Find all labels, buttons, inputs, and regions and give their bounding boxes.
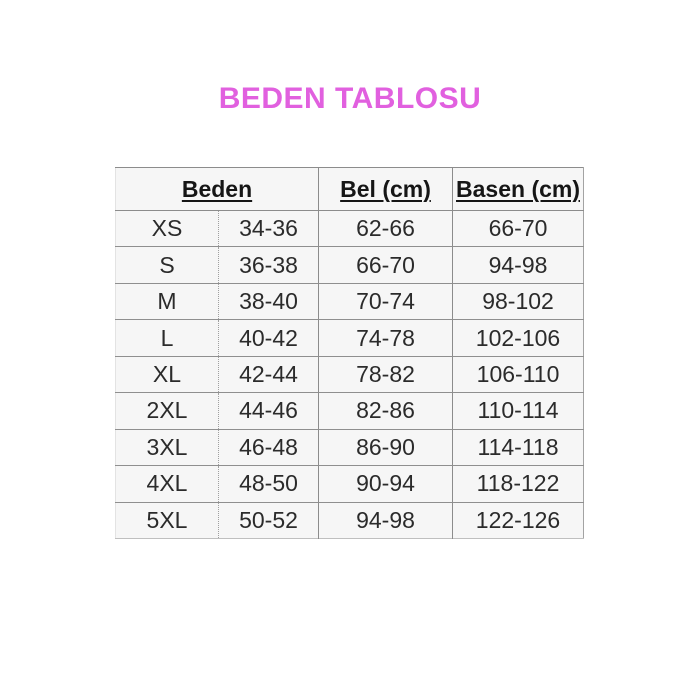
size-cell: XL — [116, 356, 219, 392]
table-row-xl — [116, 356, 584, 392]
header-beden: Beden — [116, 168, 319, 211]
basen-cell: 94-98 — [453, 247, 584, 283]
size-cell: XS — [116, 211, 219, 247]
bel-cell: 82-86 — [319, 393, 453, 429]
basen-cell: 102-106 — [453, 320, 584, 356]
size-cell: 2XL — [116, 393, 219, 429]
bel-cell: 74-78 — [319, 320, 453, 356]
size-cell: M — [116, 283, 219, 319]
header-basen: Basen (cm) — [453, 168, 584, 211]
table-row-l — [116, 320, 584, 356]
beden-range-cell: 44-46 — [219, 393, 319, 429]
beden-range-cell: 40-42 — [219, 320, 319, 356]
basen-cell: 122-126 — [453, 502, 584, 539]
bel-cell: 78-82 — [319, 356, 453, 392]
beden-range-cell: 42-44 — [219, 356, 319, 392]
size-cell: S — [116, 247, 219, 283]
bel-cell: 66-70 — [319, 247, 453, 283]
basen-cell: 98-102 — [453, 283, 584, 319]
table-row-2xl — [116, 393, 584, 429]
size-cell: 3XL — [116, 429, 219, 465]
table-row-xs — [116, 211, 584, 247]
size-cell: 4XL — [116, 466, 219, 502]
bel-cell: 90-94 — [319, 466, 453, 502]
size-table — [115, 167, 584, 539]
basen-cell: 66-70 — [453, 211, 584, 247]
size-cell: 5XL — [146, 506, 188, 533]
beden-range-cell: 38-40 — [219, 283, 319, 319]
bel-cell: 70-74 — [319, 283, 453, 319]
bel-cell: 62-66 — [319, 211, 453, 247]
table-row-s — [116, 247, 584, 283]
basen-cell: 118-122 — [453, 466, 584, 502]
beden-range-cell: 50-52 — [219, 502, 319, 539]
beden-range-cell: 48-50 — [219, 466, 319, 502]
beden-range-cell: 36-38 — [219, 247, 319, 283]
size-cell: L — [116, 320, 219, 356]
table-row-m — [116, 283, 584, 319]
header-bel: Bel (cm) — [319, 168, 453, 211]
table-row-5xl — [116, 502, 584, 539]
bel-cell: 86-90 — [319, 429, 453, 465]
header-row — [116, 168, 584, 211]
basen-cell: 106-110 — [453, 356, 584, 392]
size-table-body — [116, 211, 584, 539]
basen-cell: 110-114 — [453, 393, 584, 429]
bel-cell: 94-98 — [319, 502, 453, 539]
size-table-header — [116, 168, 584, 211]
beden-range-cell: 46-48 — [219, 429, 319, 465]
basen-cell: 114-118 — [453, 429, 584, 465]
beden-range-cell: 34-36 — [219, 211, 319, 247]
table-row-3xl — [116, 429, 584, 465]
table-row-4xl — [116, 466, 584, 502]
page-title: BEDEN TABLOSU — [218, 82, 482, 115]
